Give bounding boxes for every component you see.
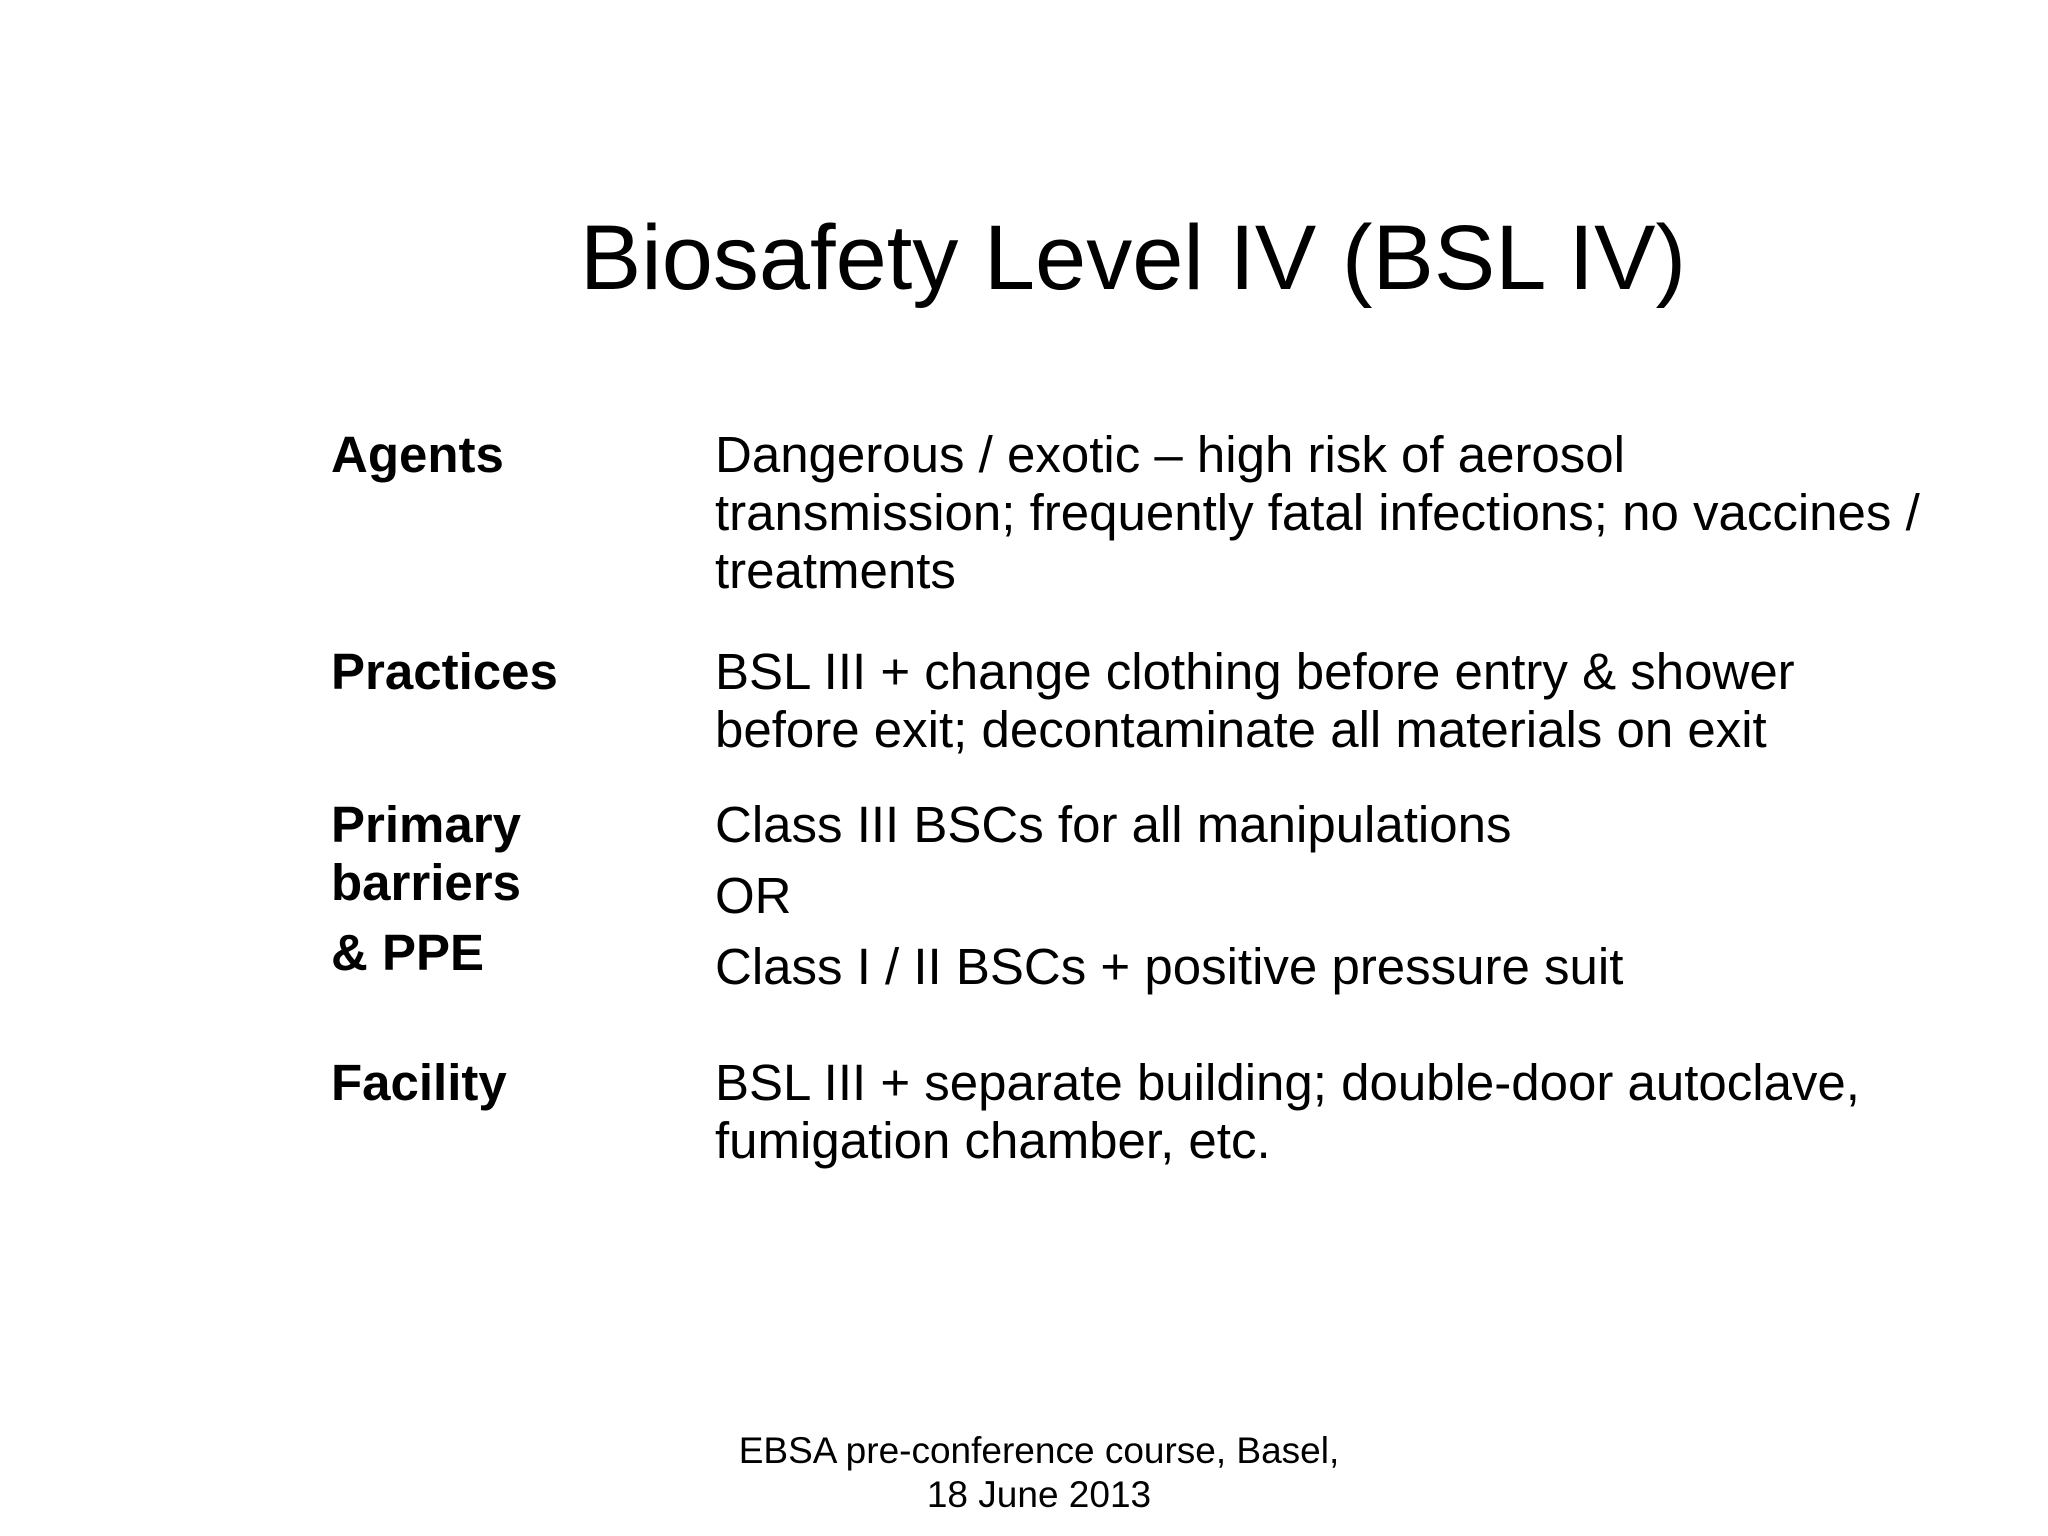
text-line: BSL III + change clothing before entry & shower <box>715 643 1795 700</box>
text-line: OR <box>715 867 792 924</box>
slide-footer <box>0 1429 2048 1517</box>
row-label-facility <box>331 1054 507 1112</box>
text-line: BSL III + separate building; double-door autoclave, <box>715 1054 1860 1111</box>
row-label-practices <box>331 643 558 701</box>
text-line: treatments <box>715 542 956 599</box>
row-label-agents <box>331 426 504 484</box>
label-line: Practices <box>331 643 558 700</box>
row-text-agents <box>715 426 2005 600</box>
text-line: Class III BSCs for all manipulations <box>715 796 1512 853</box>
text-line: fumigation chamber, etc. <box>715 1112 1271 1169</box>
slide-title: Biosafety Level IV (BSL IV) <box>579 207 1687 309</box>
footer-line: EBSA pre-conference course, Basel, <box>738 1430 1340 1471</box>
row-text-practices <box>715 643 2005 759</box>
row-text-primary-barriers <box>715 796 2005 996</box>
label-line: Primary <box>331 796 521 853</box>
label-line: Agents <box>331 426 504 483</box>
row-label-primary-barriers <box>331 796 521 982</box>
text-line: transmission; frequently fatal infections; no vaccines / <box>715 484 1920 541</box>
label-line: & PPE <box>331 924 485 981</box>
text-line: Class I / II BSCs + positive pressure suit <box>715 938 1624 995</box>
text-line: before exit; decontaminate all materials on exit <box>715 701 1767 758</box>
label-line: Facility <box>331 1054 507 1111</box>
footer-line: 18 June 2013 <box>926 1474 1152 1515</box>
label-line: barriers <box>331 854 521 911</box>
row-text-facility <box>715 1054 2005 1170</box>
text-line: Dangerous / exotic – high risk of aerosol <box>715 426 1625 483</box>
